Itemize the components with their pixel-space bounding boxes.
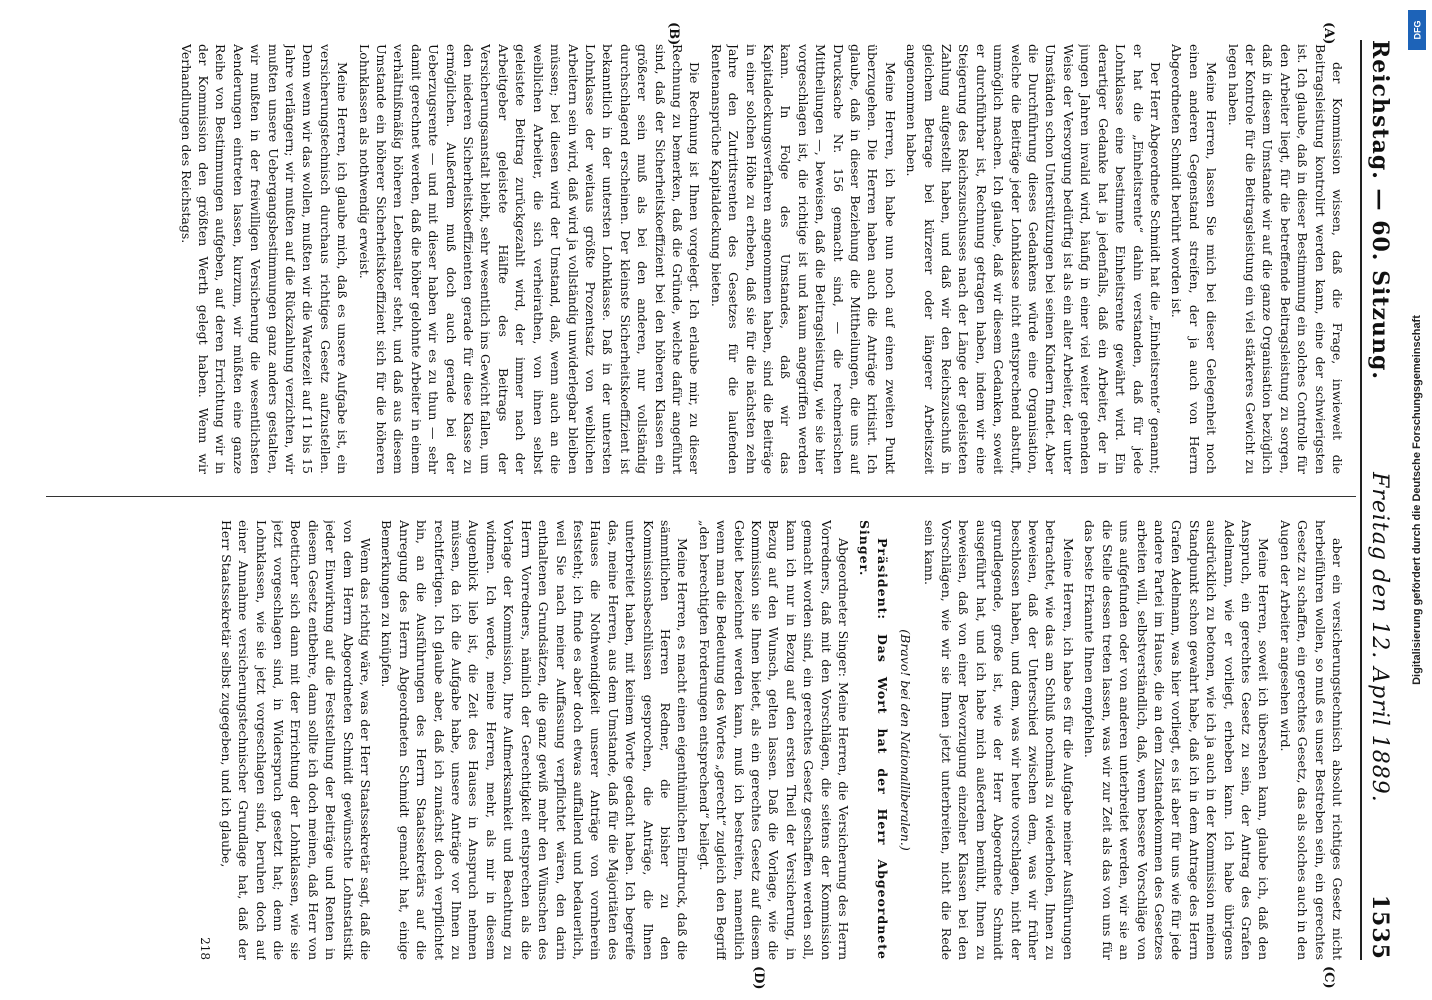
margin-mark-c: (C) <box>1321 966 1336 989</box>
sheet-signature: 218 <box>198 937 213 960</box>
applause-note: (Bravo! bei den Nationalliberalen.) <box>898 629 914 851</box>
margin-mark-b: (B) <box>666 22 681 46</box>
header-page-number: 1535 <box>1367 894 1393 960</box>
right-column <box>56 520 1346 960</box>
paragraph: Meine Herren, ich habe es für die Aufgabe meiner Ausführungen betrachtet, wie das am Schluß nochmals zu wiederholen, Ihnen zu beweisen, daß der Unterschied zwischen dem, was wir früher beschlossen haben, und dem, was wir heute vorschlagen, nicht der grundlegende, große ist, wie der Herr Abgeordnete Schmidt ausgeführt hat, und ich habe mich außerdem bemüht, Ihnen zu beweisen, daß von einer Bevorzugung einzelner Klassen bei den Vorschlägen, wie wir sie Ihnen jetzt unterbreiten, nicht die Rede sein kann. <box>921 520 1076 960</box>
margin-mark-d: (D) <box>751 966 766 990</box>
margin-mark-a: (A) <box>1321 22 1336 45</box>
paragraph: Meine Herren, lassen Sie mich bei dieser Gelegenheit noch einen anderen Gegenstand streifen, der ja auch von Herrn Abgeordneten Schmidt berührt worden ist. <box>1169 44 1220 474</box>
left-column <box>56 44 1346 474</box>
column-divider <box>46 496 1356 497</box>
paragraph: der Kommission wissen, daß die Frage, inwieweit die Beitragsleistung kontrolirt werden kann, eine der schwierigsten ist. Ich glaube, daß in dieser Bestimmung ein solches Controlle für den Arbeiter liegt, für die betreffende Beitragsleistung zu sorgen, daß in diesem Umstande wir auf die ganze Organisation bezüglich der Kontrole für die Beitragsleistung ein viel stärkeres Gewicht zu legen haben. <box>1225 44 1345 474</box>
paragraph: Wenn das richtig wäre, was der Herr Staatssekretär sagt, daß die von dem Herrn Abgeordneten Schmidt gewünschte Lohnstatistik jeder Einwirkung auf die Feststellung der Beiträge und Renten in diesem Gesetz entbehre, dann sollte ich doch meinen, daß Herr von Boetticher sich dann mit der Errichtung der Lohnklassen, wie sie jetzt vorgeschlagen sind, in Widerspruch gesetzt hat; denn die Lohnklassen, wie sie jetzt vorgeschlagen sind, beruhen doch auf einer Annahme versicherungstechnischer Grundlage hat, daß der Herr Staatssekretär selbst zugegeben, und ich glaube, <box>218 520 374 960</box>
speaker-president: Präsident: Das Wort hat der Herr Abgeordnete Singer. <box>857 520 890 960</box>
paragraph: Abgeordneter Singer: Meine Herren, die Versicherung des Herrn Vorredners, daß mit den Vorschlägen, die seitens der Kommission gemacht worden sind, ein gerechtes Gesetz geschaffen werden soll, kann ich nur in Bezug auf den ersten Theil der Versicherung, in Bezug auf den Wunsch, gelten lassen. Daß die Vorlage, wie die Kommission sie Ihnen bietet, als ein gerechtes Gesetz auf diesem Gebiet bezeichnet werden kann, muß ich bestreiten, namentlich wenn man die Bedeutung des Wortes „gerecht“ zugleich den Begriff „den berechtigten Forderungen entsprechend“ beilegt. <box>696 520 852 960</box>
document-sheet <box>16 20 1416 990</box>
dfg-logo-text: DFG <box>1412 20 1422 40</box>
digitization-credit <box>1404 0 1430 1000</box>
header-session: Reichstag. — 60. Sitzung. <box>1367 40 1393 381</box>
header-date: Freitag den 12. April 1889. <box>1367 472 1393 803</box>
paragraph: Die Rechnung ist Ihnen vorgelegt. Ich erlaube mir, zu dieser Rechnung zu bemerken, daß die Gründe, welche dafür angeführt sind, daß der Sicherheitskoeffizient bei den höheren Klassen ein größerer sein muß als bei den anderen, nur vollständig durchschlagend erscheinen. Der kleinste Sicherheitskoeffizient ist bekanntlich in der untersten Lohnklasse. Daß in der untersten Lohnklasse der weitaus größte Prozentsatz von weiblichen Arbeitern sein wird, daß wird ja vollständig unwiderlegbar bleiben müssen; bei diesen wird der Umstand, daß, wenn auch an die weiblichen Arbeiter, die sich verheirathen, von ihnen selbst geleistete Beitrag zurückgezahlt wird, der immer nach der Arbeitgeber geleistete Hälfte des Beitrags der Versicherungsanstalt bleibt, sehr wesentlich ins Gewicht fallen, um den niederen Sicherheitskoeffizienten gerade für diese Klasse zu ermöglichen. Außerdem muß doch auch gerade bei der Ueberzugsrente — und mit dieser haben wir es zu thun — sehr damit gerechnet werden, daß die höher gelohnte Arbeiter in einem verhältnißmäßig höheren Lebensalter steht, und daß aus diesem Umstande ein höherer Sicherheitskoeffizient sich für die höheren Lohnklassen als nothwendig erweist. <box>356 44 703 474</box>
dfg-logo <box>1408 10 1426 50</box>
paragraph: Meine Herren, es macht einen eigenthümlichen Eindruck, daß die sämmtlichen Herren Redner, die bisher zu den Kommissionsbeschlüssen gesprochen, die Anträge, die Ihnen unterbreitet haben, mit keinem Worte gedacht haben. Ich begreife das, meine Herren, aus dem Umstande, daß für die Majoritäten des Hauses die Nothwendigkeit unserer Anträge von vornherein feststeht; ich finde es aber doch etwas auffallend und bedauerlich, weil Sie nach meiner Auffassung verpflichtet wären, den darin enthaltenen Grundsätzen, die ganz gewiß mehr den Wünschen des Herrn Vorredners, nämlich der Gerechtigkeit entsprechen als die Vorlage der Kommission, Ihre Aufmerksamkeit und Beachtung zu widmen. Ich werde, meine Herren, mehr, als mir in diesem Augenblick lieb ist, die Zeit des Hauses in Anspruch nehmen müssen, da ich die Aufgabe habe, unsere Anträge vor Ihnen zu rechtfertigen. Ich glaube aber, daß ich zunächst doch verpflichtet bin, an die Ausführungen des Herrn Staatssekretärs auf die Anregung des Herrn Abgeordneten Schmidt gemacht hat, einige Bemerkungen zu knüpfen. <box>379 520 691 960</box>
paragraph: Der Herr Abgeordnete Schmidt hat die „Einheitsrente“ genannt; er hat die „Einheitsrente“ dahin verstanden, daß für jede Lohnklasse eine bestimmte Einheitsrente gewährt wird. Ein derartiger Gedanke hat ja jedenfalls, daß ein Arbeiter, der in jungen Jahren invalid wird, häufig in einer viel weiter gehenden Weise der Versorgung bedürftig ist als ein alter Arbeiter, der unter Umständen schon Unterstützungen bei seinen Kindern findet. Aber die Durchführung dieses Gedankens würde eine Organisation, welche die Beiträge jeder Lohnklasse nicht entsprechend abstuft, unmöglich machen. Ich glaube, daß wir diesem Gedanken, soweit er durchführbar ist, Rechnung getragen haben, indem wir eine Steigerung des Reichszuschusses nach der Länge der geleisteten Zahlung aufgestellt haben, und daß wir den Reichszuschuß in gleichem Betrage bei kürzerer oder längerer Arbeitszeit angenommen haben. <box>904 44 1163 474</box>
paragraph: Meine Herren, soweit ich übersehen kann, glaube ich, daß den Anspruch, ein gerechtes Gesetz zu sein, der Antrag des Grafen Adelmann, wie er vorliegt, erheben kann. Ich habe übrigens ausdrücklich zu betonen, wie ich ja auch in der Kommission meinen Standpunkt schon gewahrt habe, daß ich in dem Antrage des Herrn Grafen Adelmann, was hier vorliegt, es ist aber für uns wie für jede andere Partei im Hause, die an dem Zustandekommen des Gesetzes arbeiten will, selbstverständlich, daß, wenn bessere Vorschläge von uns aufgefunden oder von anderen unterbreitet werden, wir sie an die Stelle dessen treten lassen, was wir zur Zeit als das von uns für das beste Erkannte Ihnen empfehlen. <box>1082 520 1272 960</box>
credit-text: Digitalisierung gefördert durch die Deutsche Forschungsgemeinschaft <box>1411 315 1424 685</box>
paragraph: Meine Herren, ich glaube mich, daß es unsere Aufgabe ist, ein versicherungstechnisch durchaus richtiges Gesetz aufzustellen. Denn wenn wir das wollen, mußten wir die Wartezeit auf 11 bis 15 Jahre verlängern; wir mußten auf die Rückzahlung verzichten, wir mußten unsere Uebergangsbestimmungen ganz anders gestalten, wir mußten in der freiwilligen Versicherung die wesentlichsten Aenderungen eintreten lassen, kurzum, wir müßten eine ganze Reihe von Bestimmungen aufgeben, auf deren Errichtung wir in der Kommission den größten Werth gelegt haben. Wenn wir Verhandlungen des Reichstags. <box>178 44 351 474</box>
paragraph: Meine Herren, ich habe nun noch auf einen zweiten Punkt überzugehen. Die Herren haben auch die Anträge kritisirt. Ich glaube, daß in dieser Beziehung die Mittheilungen, die uns auf Drucksache Nr. 156 gemacht sind, — die rechnerischen Mittheilungen —, beweisen, daß die Beitragsleistung, wie sie hier vorgeschlagen ist, die richtige ist und kaum angegriffen werden kann. In Folge des Umstandes, daß wir das Kapitaldeckungsverfahren angenommen haben, sind die Beiträge in einer solchen Höhe zu erheben, daß sie für die nächsten zehn Jahre den Zutrittsrenten des Gesetzes für die laufenden Rentenansprüche Kapitaldeckung bieten. <box>708 44 898 474</box>
page-header <box>1360 40 1398 960</box>
paragraph: aber ein versicherungstechnisch absolut richtiges Gesetz nicht herbeiführen wollen, so muß es unser Bestreben sein, ein gerechtes Gesetz zu schaffen, ein gerechtes Gesetz, das als solches auch in den Augen der Arbeiter angesehen wird. <box>1277 520 1345 960</box>
